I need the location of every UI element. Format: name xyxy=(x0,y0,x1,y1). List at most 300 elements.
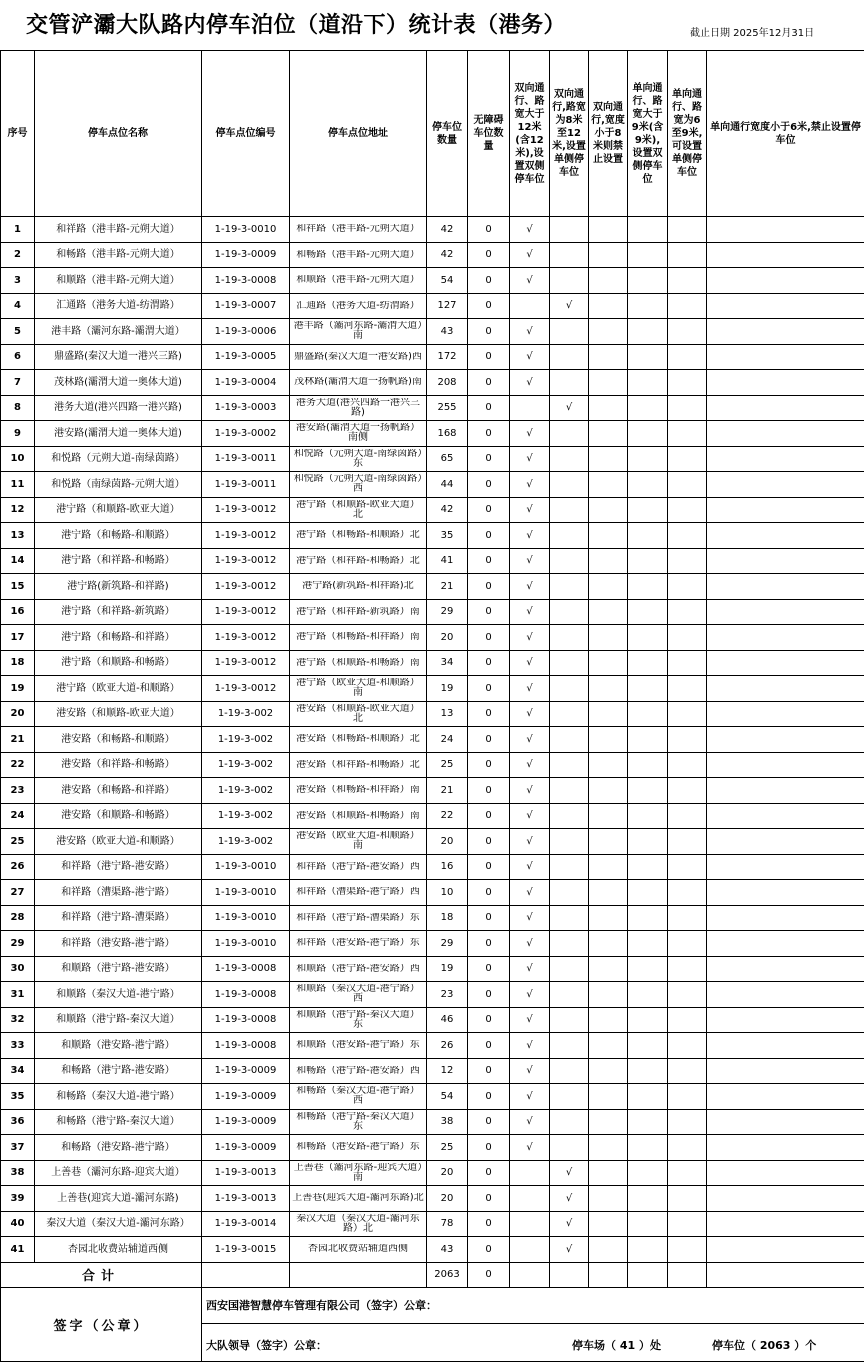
row-name: 和畅路（秦汉大道-港宁路） xyxy=(35,1084,202,1110)
row-criteria-3 xyxy=(589,829,628,855)
row-criteria-3 xyxy=(589,1186,628,1212)
row-address xyxy=(290,701,427,727)
row-criteria-6 xyxy=(707,344,864,370)
row-criteria-5 xyxy=(668,650,707,676)
cutoff-date: 截止日期 2025年12月31日 xyxy=(690,28,815,39)
row-address-text: 和祥路（港宁路-漕渠路）东 xyxy=(296,912,420,923)
row-name: 和顺路（港宁路-秦汉大道） xyxy=(35,1007,202,1033)
table-row xyxy=(1,472,864,498)
row-criteria-6 xyxy=(707,599,864,625)
row-accessible: 0 xyxy=(468,1135,510,1161)
check-mark: √ xyxy=(510,803,550,829)
row-criteria-4 xyxy=(628,1007,668,1033)
row-criteria-2 xyxy=(550,982,589,1008)
row-criteria-1 xyxy=(510,1237,550,1263)
row-address-text: 和畅路（港宁路-港安路）西 xyxy=(296,1065,420,1076)
row-address xyxy=(290,1237,427,1263)
total-empty-1 xyxy=(202,1262,290,1287)
signature-section xyxy=(0,1287,864,1362)
row-code: 1-19-3-0008 xyxy=(202,982,290,1008)
row-accessible: 0 xyxy=(468,599,510,625)
row-spaces: 26 xyxy=(427,1033,468,1059)
row-criteria-3 xyxy=(589,880,628,906)
check-mark: √ xyxy=(550,1211,589,1237)
row-accessible: 0 xyxy=(468,319,510,345)
table-row xyxy=(1,905,864,931)
row-address-text: 港宁路（欧亚大道-和顺路）南 xyxy=(296,678,420,699)
row-code: 1-19-3-0012 xyxy=(202,676,290,702)
row-address xyxy=(290,1084,427,1110)
row-criteria-3 xyxy=(589,217,628,243)
row-seq: 33 xyxy=(1,1033,35,1059)
row-spaces: 42 xyxy=(427,217,468,243)
row-criteria-2 xyxy=(550,574,589,600)
row-accessible: 0 xyxy=(468,574,510,600)
row-address xyxy=(290,446,427,472)
total-c4 xyxy=(628,1262,668,1287)
lots-count: 停车场（ 41 ）处 xyxy=(572,1339,661,1352)
row-criteria-6 xyxy=(707,1237,864,1263)
table-row xyxy=(1,319,864,345)
row-code: 1-19-3-0002 xyxy=(202,421,290,447)
row-spaces: 43 xyxy=(427,319,468,345)
row-address xyxy=(290,293,427,319)
row-name: 和畅路（港宁路-秦汉大道） xyxy=(35,1109,202,1135)
check-mark: √ xyxy=(510,905,550,931)
table-row xyxy=(1,625,864,651)
row-criteria-3 xyxy=(589,242,628,268)
row-code: 1-19-3-0015 xyxy=(202,1237,290,1263)
row-spaces: 38 xyxy=(427,1109,468,1135)
row-seq: 2 xyxy=(1,242,35,268)
header-c2: 双向通行,路宽为8米至12米,设置单侧停车位 xyxy=(550,51,589,217)
row-address-text: 港安路（和顺路-欧亚大道）北 xyxy=(296,703,420,724)
table-row xyxy=(1,548,864,574)
row-spaces: 78 xyxy=(427,1211,468,1237)
check-mark: √ xyxy=(510,1109,550,1135)
row-address xyxy=(290,1211,427,1237)
row-address xyxy=(290,370,427,396)
row-name: 上善巷(迎宾大道-灞河东路) xyxy=(35,1186,202,1212)
row-seq: 21 xyxy=(1,727,35,753)
row-address xyxy=(290,574,427,600)
row-seq: 40 xyxy=(1,1211,35,1237)
total-accessible: 0 xyxy=(468,1262,510,1287)
row-criteria-4 xyxy=(628,395,668,421)
row-name: 港宁路（和顺路-欧亚大道） xyxy=(35,497,202,523)
row-spaces: 16 xyxy=(427,854,468,880)
row-criteria-4 xyxy=(628,676,668,702)
row-code: 1-19-3-0009 xyxy=(202,242,290,268)
row-name: 和祥路（漕渠路-港宁路） xyxy=(35,880,202,906)
row-name: 港宁路（欧亚大道-和顺路） xyxy=(35,676,202,702)
row-accessible: 0 xyxy=(468,829,510,855)
row-spaces: 127 xyxy=(427,293,468,319)
row-seq: 8 xyxy=(1,395,35,421)
row-spaces: 41 xyxy=(427,548,468,574)
row-seq: 20 xyxy=(1,701,35,727)
title-bar xyxy=(0,0,864,50)
row-criteria-3 xyxy=(589,778,628,804)
row-criteria-5 xyxy=(668,625,707,651)
row-accessible: 0 xyxy=(468,1033,510,1059)
table-row xyxy=(1,1135,864,1161)
row-name: 港安路（和顺路-和畅路） xyxy=(35,803,202,829)
row-criteria-6 xyxy=(707,319,864,345)
row-criteria-5 xyxy=(668,497,707,523)
row-criteria-6 xyxy=(707,1007,864,1033)
row-criteria-4 xyxy=(628,625,668,651)
row-name: 和顺路（港丰路-元朔大道） xyxy=(35,268,202,294)
row-criteria-5 xyxy=(668,1160,707,1186)
signature-label: 签字（公章） xyxy=(0,1287,202,1362)
row-spaces: 12 xyxy=(427,1058,468,1084)
row-name: 港安路（和祥路-和畅路） xyxy=(35,752,202,778)
row-address-text: 杏园北收费站辅道西侧 xyxy=(308,1244,408,1255)
row-criteria-2 xyxy=(550,242,589,268)
row-seq: 28 xyxy=(1,905,35,931)
row-seq: 17 xyxy=(1,625,35,651)
row-criteria-5 xyxy=(668,523,707,549)
row-criteria-6 xyxy=(707,1109,864,1135)
row-spaces: 168 xyxy=(427,421,468,447)
row-code: 1-19-3-0003 xyxy=(202,395,290,421)
row-criteria-2 xyxy=(550,497,589,523)
row-criteria-6 xyxy=(707,1033,864,1059)
row-code: 1-19-3-0008 xyxy=(202,1033,290,1059)
row-criteria-2 xyxy=(550,1109,589,1135)
row-criteria-5 xyxy=(668,548,707,574)
row-code: 1-19-3-0012 xyxy=(202,523,290,549)
row-address-text: 港宁路（和畅路-和祥路）南 xyxy=(296,632,420,643)
row-criteria-2 xyxy=(550,905,589,931)
row-accessible: 0 xyxy=(468,676,510,702)
total-empty-2 xyxy=(290,1262,427,1287)
row-criteria-6 xyxy=(707,268,864,294)
row-address xyxy=(290,421,427,447)
row-criteria-6 xyxy=(707,727,864,753)
row-criteria-6 xyxy=(707,956,864,982)
row-criteria-6 xyxy=(707,650,864,676)
check-mark: √ xyxy=(510,854,550,880)
row-criteria-6 xyxy=(707,293,864,319)
row-address xyxy=(290,472,427,498)
row-criteria-6 xyxy=(707,242,864,268)
row-criteria-4 xyxy=(628,880,668,906)
row-criteria-6 xyxy=(707,676,864,702)
row-criteria-5 xyxy=(668,370,707,396)
row-code: 1-19-3-002 xyxy=(202,778,290,804)
row-criteria-2 xyxy=(550,421,589,447)
row-spaces: 20 xyxy=(427,1186,468,1212)
check-mark: √ xyxy=(510,931,550,957)
row-criteria-4 xyxy=(628,497,668,523)
row-accessible: 0 xyxy=(468,548,510,574)
row-address-text: 港丰路（灞河东路-灞渭大道）南 xyxy=(293,321,423,342)
row-seq: 24 xyxy=(1,803,35,829)
row-seq: 26 xyxy=(1,854,35,880)
row-seq: 4 xyxy=(1,293,35,319)
row-spaces: 29 xyxy=(427,931,468,957)
row-address xyxy=(290,880,427,906)
row-seq: 9 xyxy=(1,421,35,447)
row-code: 1-19-3-0009 xyxy=(202,1135,290,1161)
total-c3 xyxy=(589,1262,628,1287)
row-accessible: 0 xyxy=(468,293,510,319)
check-mark: √ xyxy=(510,599,550,625)
row-criteria-3 xyxy=(589,1058,628,1084)
row-accessible: 0 xyxy=(468,778,510,804)
row-address-text: 和顺路（港宁路-港安路）西 xyxy=(296,963,420,974)
row-address-text: 茂林路(灞渭大道一扬帆路)南 xyxy=(294,377,422,388)
row-address-text: 和顺路（港丰路-元朔大道） xyxy=(296,275,420,286)
row-criteria-4 xyxy=(628,293,668,319)
row-address xyxy=(290,523,427,549)
header-spaces: 停车位数量 xyxy=(427,51,468,217)
row-address-text: 港安路（和祥路-和畅路）北 xyxy=(296,759,420,770)
row-accessible: 0 xyxy=(468,1109,510,1135)
row-seq: 31 xyxy=(1,982,35,1008)
check-mark: √ xyxy=(550,1160,589,1186)
row-criteria-5 xyxy=(668,854,707,880)
row-seq: 37 xyxy=(1,1135,35,1161)
signature-fields xyxy=(201,1287,864,1362)
row-address-text: 和悦路（元朔大道-南绿茵路）西 xyxy=(293,474,423,495)
row-criteria-5 xyxy=(668,829,707,855)
row-address-text: 港务大道(港兴四路一港兴三路) xyxy=(296,397,420,418)
row-criteria-4 xyxy=(628,1058,668,1084)
row-address xyxy=(290,319,427,345)
check-mark: √ xyxy=(510,829,550,855)
row-name: 和畅路（港丰路-元朔大道） xyxy=(35,242,202,268)
page-title: 交管浐灞大队路内停车泊位（道沿下）统计表（港务） xyxy=(26,13,567,38)
row-address xyxy=(290,395,427,421)
row-criteria-2 xyxy=(550,956,589,982)
row-name: 和祥路（港宁路-港安路） xyxy=(35,854,202,880)
row-name: 和顺路（港宁路-港安路） xyxy=(35,956,202,982)
table-row xyxy=(1,1007,864,1033)
row-seq: 7 xyxy=(1,370,35,396)
row-criteria-5 xyxy=(668,446,707,472)
row-criteria-3 xyxy=(589,931,628,957)
row-criteria-5 xyxy=(668,1211,707,1237)
row-spaces: 19 xyxy=(427,676,468,702)
row-address-text: 港宁路(新筑路-和祥路)北 xyxy=(302,581,414,592)
row-criteria-4 xyxy=(628,472,668,498)
row-accessible: 0 xyxy=(468,727,510,753)
row-criteria-6 xyxy=(707,1211,864,1237)
check-mark: √ xyxy=(510,344,550,370)
row-criteria-2 xyxy=(550,650,589,676)
table-row xyxy=(1,982,864,1008)
row-code: 1-19-3-002 xyxy=(202,829,290,855)
table-row xyxy=(1,344,864,370)
row-criteria-6 xyxy=(707,395,864,421)
row-criteria-5 xyxy=(668,217,707,243)
check-mark: √ xyxy=(510,446,550,472)
row-spaces: 42 xyxy=(427,497,468,523)
row-criteria-5 xyxy=(668,727,707,753)
row-spaces: 13 xyxy=(427,701,468,727)
row-accessible: 0 xyxy=(468,217,510,243)
row-name: 和悦路（元朔大道-南绿茵路） xyxy=(35,446,202,472)
check-mark: √ xyxy=(510,421,550,447)
row-accessible: 0 xyxy=(468,395,510,421)
row-address xyxy=(290,676,427,702)
row-criteria-5 xyxy=(668,931,707,957)
row-address-text: 鼎盛路(秦汉大道一港安路)西 xyxy=(294,351,422,362)
total-c6 xyxy=(707,1262,864,1287)
row-accessible: 0 xyxy=(468,650,510,676)
row-seq: 32 xyxy=(1,1007,35,1033)
header-address: 停车点位地址 xyxy=(290,51,427,217)
table-row xyxy=(1,370,864,396)
row-criteria-6 xyxy=(707,548,864,574)
table-row xyxy=(1,1084,864,1110)
header-accessible: 无障碍车位数量 xyxy=(468,51,510,217)
check-mark: √ xyxy=(510,497,550,523)
row-spaces: 20 xyxy=(427,1160,468,1186)
row-criteria-6 xyxy=(707,523,864,549)
row-code: 1-19-3-0010 xyxy=(202,854,290,880)
check-mark: √ xyxy=(510,319,550,345)
table-row xyxy=(1,1186,864,1212)
row-criteria-6 xyxy=(707,574,864,600)
header-c1: 双向通行、路宽大于12米(含12米),设置双侧停车位 xyxy=(510,51,550,217)
row-name: 杏园北收费站辅道西侧 xyxy=(35,1237,202,1263)
row-criteria-4 xyxy=(628,854,668,880)
table-row xyxy=(1,1237,864,1263)
row-address xyxy=(290,548,427,574)
row-seq: 1 xyxy=(1,217,35,243)
row-criteria-5 xyxy=(668,599,707,625)
row-criteria-6 xyxy=(707,905,864,931)
row-accessible: 0 xyxy=(468,1084,510,1110)
row-name: 港安路（和畅路-和顺路） xyxy=(35,727,202,753)
row-criteria-5 xyxy=(668,319,707,345)
row-criteria-3 xyxy=(589,1033,628,1059)
row-name: 港安路（和畅路-和祥路） xyxy=(35,778,202,804)
row-code: 1-19-3-0010 xyxy=(202,931,290,957)
row-spaces: 25 xyxy=(427,752,468,778)
check-mark: √ xyxy=(510,472,550,498)
row-criteria-4 xyxy=(628,344,668,370)
row-name: 茂林路(灞渭大道一奥体大道) xyxy=(35,370,202,396)
row-address xyxy=(290,497,427,523)
row-criteria-3 xyxy=(589,1007,628,1033)
row-criteria-5 xyxy=(668,1084,707,1110)
row-criteria-1 xyxy=(510,1186,550,1212)
row-code: 1-19-3-0009 xyxy=(202,1109,290,1135)
row-code: 1-19-3-0008 xyxy=(202,1007,290,1033)
row-code: 1-19-3-002 xyxy=(202,752,290,778)
row-seq: 11 xyxy=(1,472,35,498)
row-criteria-3 xyxy=(589,497,628,523)
row-criteria-2 xyxy=(550,854,589,880)
total-label: 合计 xyxy=(1,1262,202,1287)
row-criteria-3 xyxy=(589,472,628,498)
check-mark: √ xyxy=(510,752,550,778)
row-criteria-3 xyxy=(589,421,628,447)
row-seq: 25 xyxy=(1,829,35,855)
row-spaces: 19 xyxy=(427,956,468,982)
row-criteria-6 xyxy=(707,625,864,651)
row-criteria-1 xyxy=(510,1211,550,1237)
check-mark: √ xyxy=(510,523,550,549)
row-seq: 38 xyxy=(1,1160,35,1186)
row-criteria-5 xyxy=(668,268,707,294)
row-address-text: 和祥路（港安路-港宁路）东 xyxy=(296,938,420,949)
row-address xyxy=(290,217,427,243)
row-criteria-1 xyxy=(510,293,550,319)
row-address xyxy=(290,1058,427,1084)
row-accessible: 0 xyxy=(468,1160,510,1186)
row-name: 和顺路（秦汉大道-港宁路） xyxy=(35,982,202,1008)
row-spaces: 54 xyxy=(427,268,468,294)
row-spaces: 43 xyxy=(427,1237,468,1263)
row-criteria-3 xyxy=(589,319,628,345)
row-spaces: 18 xyxy=(427,905,468,931)
row-criteria-2 xyxy=(550,472,589,498)
row-criteria-6 xyxy=(707,931,864,957)
check-mark: √ xyxy=(550,1186,589,1212)
table-row xyxy=(1,727,864,753)
row-address-text: 上善巷(迎宾大道-灞河东路)北 xyxy=(292,1193,424,1204)
row-name: 鼎盛路(秦汉大道一港兴三路) xyxy=(35,344,202,370)
row-seq: 22 xyxy=(1,752,35,778)
row-name: 港宁路(新筑路-和祥路) xyxy=(35,574,202,600)
check-mark: √ xyxy=(510,676,550,702)
row-code: 1-19-3-0006 xyxy=(202,319,290,345)
row-accessible: 0 xyxy=(468,268,510,294)
row-address-text: 和顺路（港宁路-秦汉大道）东 xyxy=(296,1009,420,1030)
row-address xyxy=(290,268,427,294)
row-address-text: 港宁路（和顺路-欧亚大道）北 xyxy=(296,499,420,520)
row-criteria-3 xyxy=(589,599,628,625)
row-criteria-5 xyxy=(668,905,707,931)
row-criteria-5 xyxy=(668,574,707,600)
row-accessible: 0 xyxy=(468,344,510,370)
row-spaces: 255 xyxy=(427,395,468,421)
row-accessible: 0 xyxy=(468,803,510,829)
row-criteria-2 xyxy=(550,344,589,370)
row-spaces: 44 xyxy=(427,472,468,498)
row-criteria-3 xyxy=(589,752,628,778)
row-seq: 13 xyxy=(1,523,35,549)
check-mark: √ xyxy=(510,1084,550,1110)
header-c6: 单向通行宽度小于6米,禁止设置停车位 xyxy=(707,51,864,217)
row-address-text: 港宁路（和祥路-和畅路）北 xyxy=(296,555,420,566)
row-criteria-5 xyxy=(668,956,707,982)
row-accessible: 0 xyxy=(468,370,510,396)
row-criteria-4 xyxy=(628,727,668,753)
row-name: 港宁路（和顺路-和畅路） xyxy=(35,650,202,676)
row-criteria-2 xyxy=(550,1033,589,1059)
row-criteria-2 xyxy=(550,778,589,804)
row-spaces: 46 xyxy=(427,1007,468,1033)
table-row xyxy=(1,217,864,243)
row-criteria-5 xyxy=(668,1033,707,1059)
table-row xyxy=(1,676,864,702)
row-criteria-2 xyxy=(550,803,589,829)
check-mark: √ xyxy=(550,1237,589,1263)
table-row xyxy=(1,829,864,855)
row-seq: 12 xyxy=(1,497,35,523)
row-criteria-5 xyxy=(668,421,707,447)
row-accessible: 0 xyxy=(468,421,510,447)
row-seq: 19 xyxy=(1,676,35,702)
row-code: 1-19-3-0010 xyxy=(202,905,290,931)
